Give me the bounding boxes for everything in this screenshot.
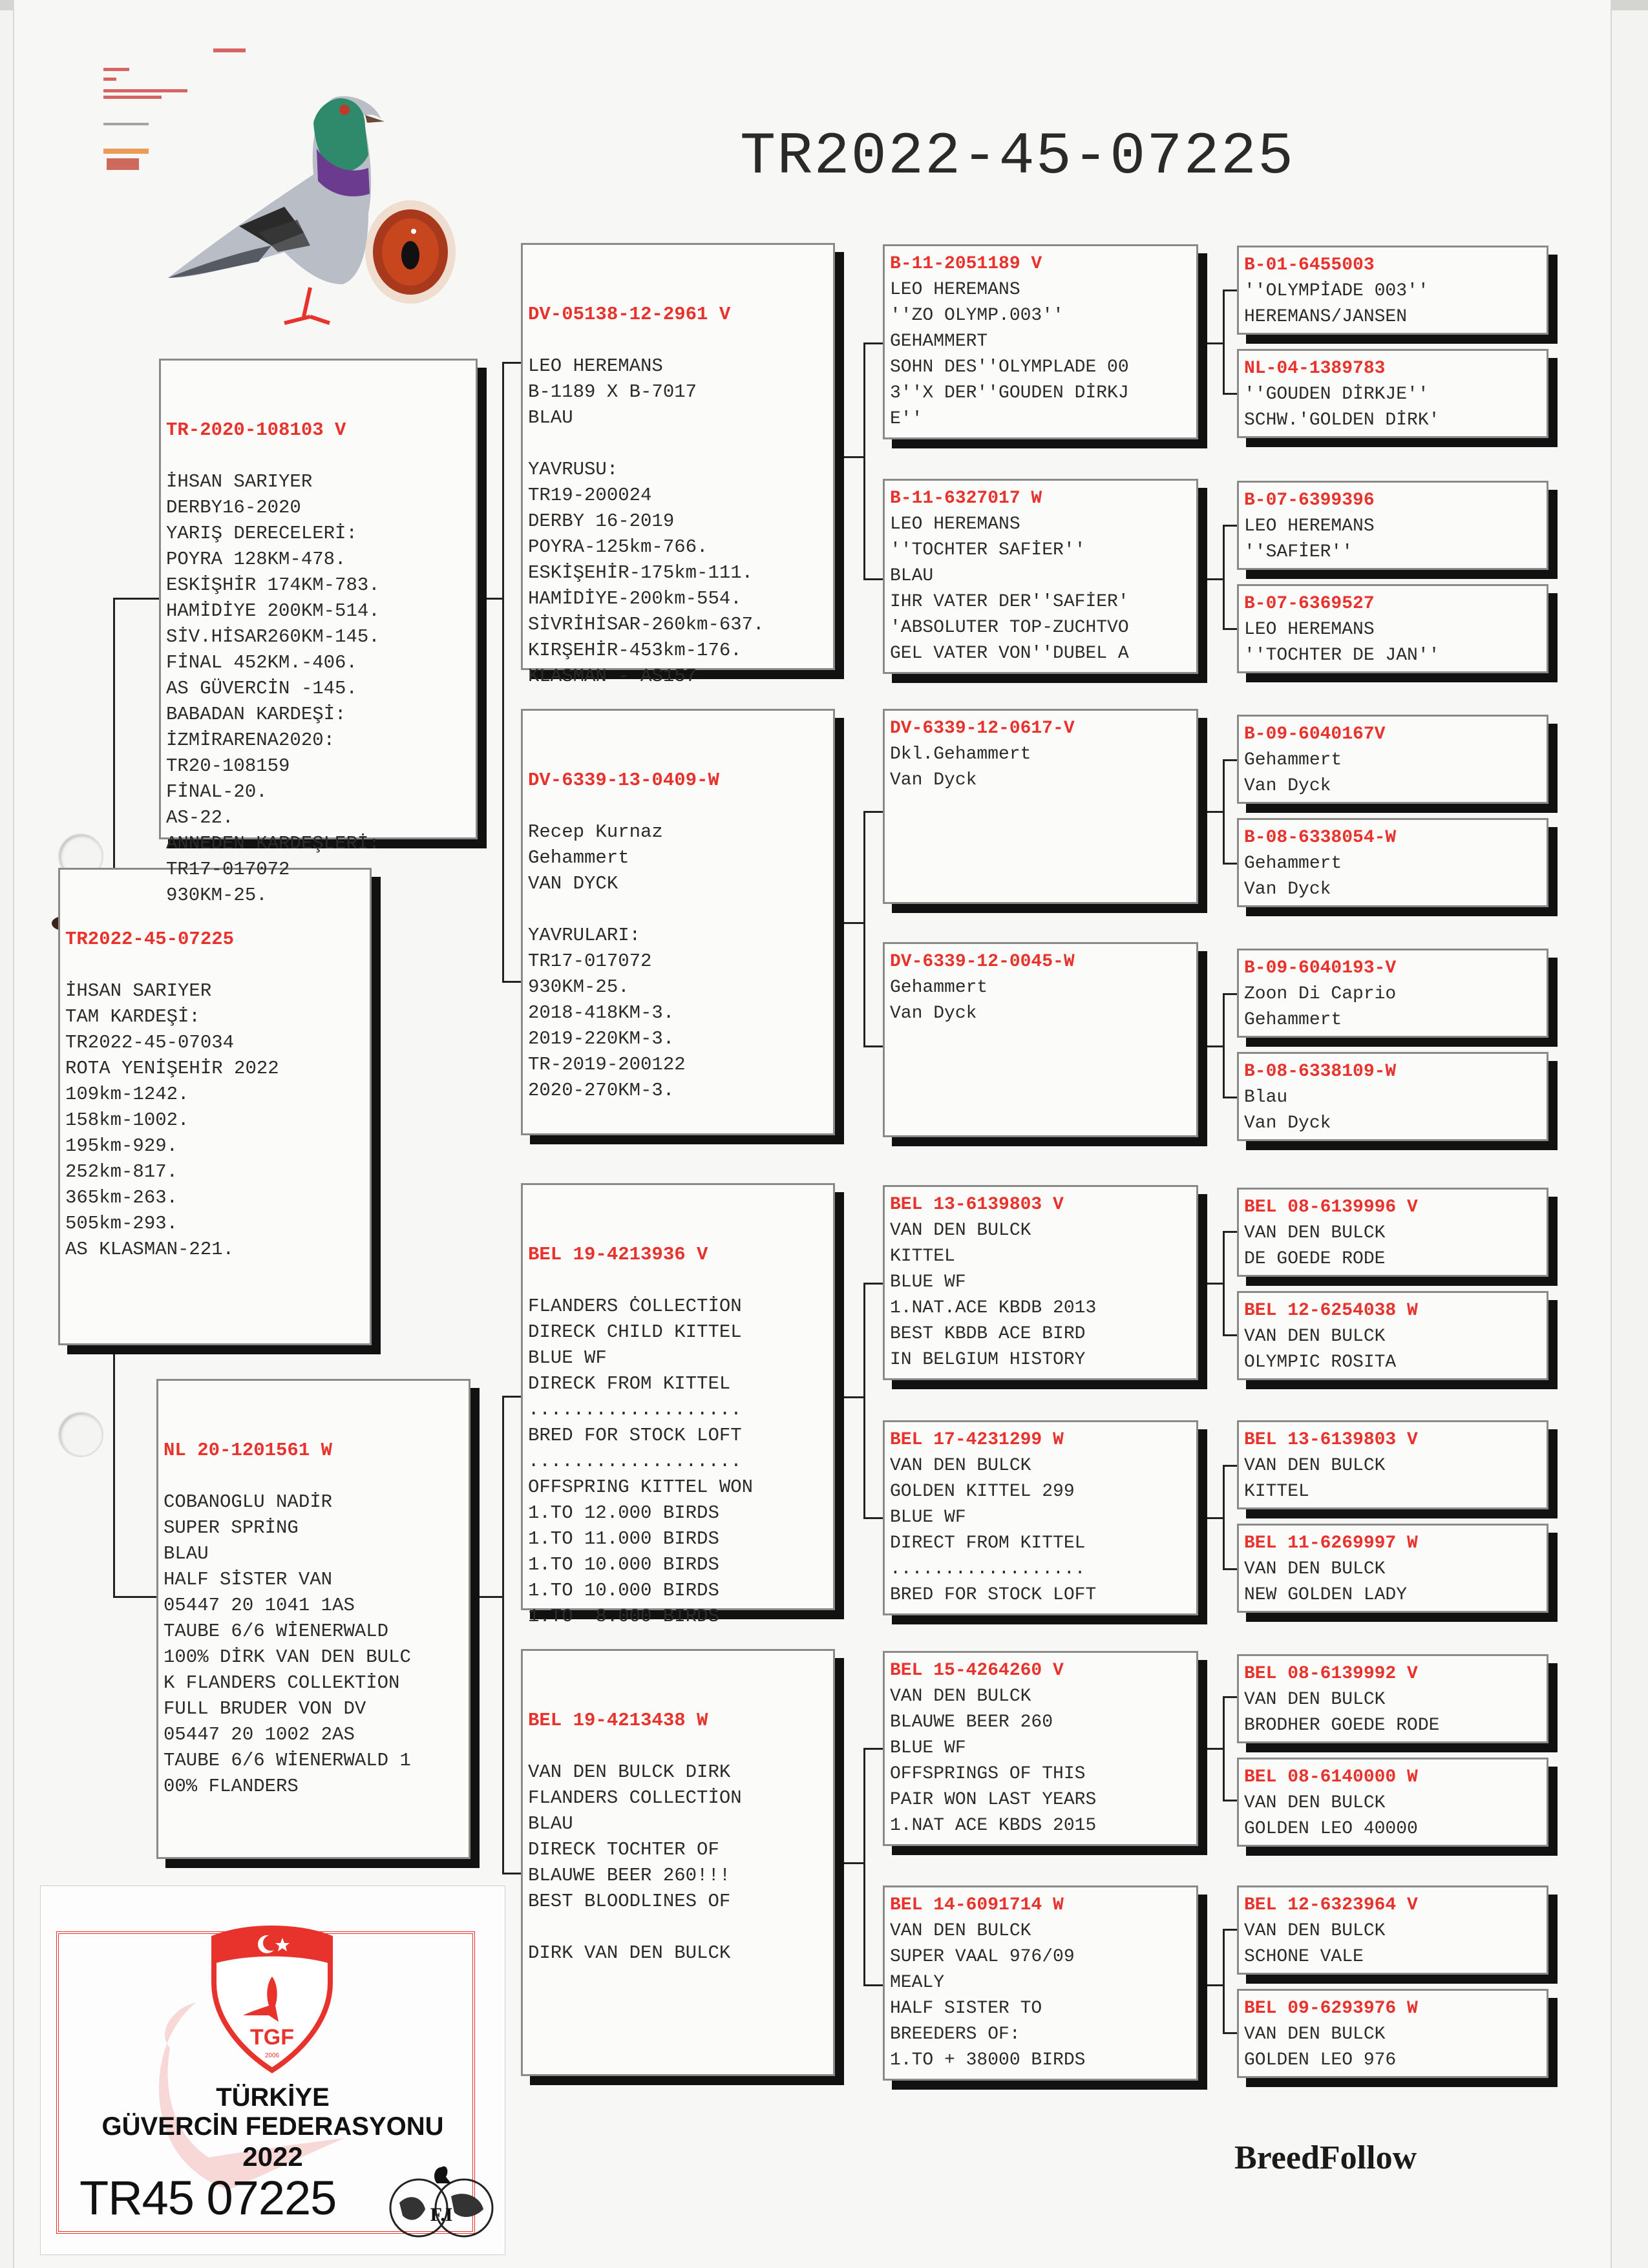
pedigree-line: SUPER VAAL 976/09: [890, 1947, 1075, 1967]
connector: [470, 1596, 502, 1598]
gen4-card[interactable]: [1237, 1654, 1548, 1743]
pedigree-line: DIRECK FROM KITTEL: [528, 1373, 731, 1394]
connector: [844, 456, 863, 458]
pedigree-line: BLAU: [528, 1813, 573, 1834]
connector: [1223, 289, 1237, 291]
pedigree-line: VAN DEN BULCK: [890, 1221, 1031, 1241]
grandsire-maternal-card[interactable]: [521, 1183, 835, 1627]
connector: [863, 1984, 883, 1986]
pedigree-line: VAN DEN BULCK: [890, 1456, 1031, 1476]
pedigree-line: IN BELGIUM HISTORY: [890, 1350, 1086, 1370]
ring-number: BEL 15-4264260 V: [890, 1661, 1064, 1681]
pedigree-line: Van Dyck: [1244, 1113, 1331, 1133]
pedigree-line: BLUE WF: [890, 1507, 966, 1528]
svg-text:F.I: F.I: [430, 2204, 453, 2225]
connector: [844, 922, 863, 924]
pedigree-line: HALF SISTER TO: [890, 1999, 1042, 2019]
pedigree-line: ..................: [890, 1559, 1086, 1579]
connector: [1223, 1929, 1237, 1931]
ring-number: BEL 14-6091714 W: [890, 1895, 1064, 1915]
ring-number: NL 20-1201561 W: [164, 1440, 333, 1461]
pedigree-line: SCHONE VALE: [1244, 1947, 1364, 1967]
gen4-card[interactable]: [1237, 1885, 1548, 1975]
connector: [863, 1748, 883, 1750]
connector: [113, 1345, 115, 1597]
pedigree-line: ESKİŞHİR 174KM-783.: [166, 574, 380, 596]
connector: [1223, 759, 1237, 761]
pedigree-line: BLAU: [528, 407, 573, 428]
pedigree-line: 1.NAT ACE KBDS 2015: [890, 1816, 1097, 1836]
gen3-card[interactable]: [883, 1420, 1198, 1615]
pedigree-line: YAVRULARI:: [528, 925, 641, 946]
ring-number: BEL 13-6139803 V: [890, 1195, 1064, 1215]
connector: [1223, 1800, 1237, 1801]
pedigree-line: TR17-017072: [528, 950, 652, 972]
connector: [502, 1873, 521, 1874]
ring-number: B-01-6455003: [1244, 255, 1375, 275]
gen3-card[interactable]: [883, 479, 1198, 674]
pedigree-line: TAM KARDEŞİ:: [65, 1006, 200, 1027]
card-title-line1: TÜRKİYE: [216, 2083, 330, 2112]
ring-number: TR-2020-108103 V: [166, 419, 346, 441]
pedigree-line: LEO HEREMANS: [1244, 516, 1375, 536]
ring-number: B-08-6338109-W: [1244, 1062, 1397, 1082]
gen4-card[interactable]: [1237, 481, 1548, 570]
ring-number: BEL 12-6323964 V: [1244, 1895, 1418, 1915]
ring-number: TR2022-45-07225: [65, 929, 235, 950]
pedigree-line: MEALY: [890, 1973, 945, 1993]
pedigree-line: VAN DEN BULCK: [1244, 2024, 1386, 2044]
pedigree-line: VAN DEN BULCK: [1244, 1921, 1386, 1941]
connector: [1223, 1696, 1225, 1801]
ring-number: BEL 08-6139992 V: [1244, 1664, 1418, 1684]
gen3-card[interactable]: [883, 942, 1198, 1137]
ring-number: DV-6339-13-0409-W: [528, 770, 719, 791]
pedigree-line: ''OLYMPİADE 003'': [1244, 281, 1429, 301]
connector: [863, 1045, 883, 1047]
pedigree-line: HAMİDİYE 200KM-514.: [166, 600, 380, 622]
pedigree-line: NEW GOLDEN LADY: [1244, 1585, 1408, 1605]
ring-number: BEL 17-4231299 W: [890, 1430, 1064, 1450]
connector: [1223, 993, 1225, 1098]
connector: [863, 811, 883, 813]
pedigree-line: BLAUWE BEER 260: [890, 1712, 1053, 1732]
pedigree-line: Recep Kurnaz: [528, 821, 663, 843]
tgf-shield-logo-icon: [207, 1925, 337, 2074]
pedigree-line: FLANDERS ĊOLLECTİON: [528, 1296, 742, 1317]
pedigree-line: IHR VATER DER''SAFİER': [890, 592, 1129, 612]
connector: [1207, 1045, 1223, 1047]
connector: [1223, 1696, 1237, 1698]
pedigree-line: Van Dyck: [890, 1003, 977, 1024]
pedigree-line: TR17-017072: [166, 859, 290, 880]
connector: [113, 598, 115, 868]
pedigree-line: KLASMAN - AS157: [528, 666, 697, 687]
gen3-card[interactable]: [883, 1885, 1198, 2081]
connector: [863, 1283, 883, 1285]
pedigree-line: GOLDEN LEO 40000: [1244, 1819, 1418, 1839]
pedigree-line: YARIŞ DERECELERİ:: [166, 523, 357, 544]
connector: [1207, 342, 1223, 344]
pedigree-line: VAN DEN BULCK: [1244, 1327, 1386, 1347]
gen3-card[interactable]: [883, 1185, 1198, 1380]
pedigree-line: 1.TO 8.000 BIRDS: [528, 1606, 719, 1627]
ring-number: BEL 19-4213438 W: [528, 1710, 708, 1731]
connector: [502, 362, 521, 364]
pedigree-line: [528, 897, 828, 923]
grandsire-paternal-card[interactable]: [521, 243, 835, 687]
pedigree-line: GOLDEN LEO 976: [1244, 2050, 1397, 2070]
ring-number: DV-05138-12-2961 V: [528, 304, 731, 325]
connector: [844, 1862, 863, 1864]
subject-card[interactable]: [58, 868, 372, 1345]
pedigree-line: BLUE WF: [890, 1272, 966, 1292]
ring-number: B-09-6040193-V: [1244, 958, 1397, 978]
gen4-card[interactable]: [1237, 715, 1548, 804]
connector: [1207, 1748, 1223, 1750]
dam-card[interactable]: [156, 1379, 470, 1859]
ring-number: NL-04-1389783: [1244, 359, 1386, 379]
connector: [1223, 1231, 1225, 1336]
pedigree-line: Gehammert: [1244, 1010, 1342, 1030]
connector: [1207, 1283, 1223, 1285]
pedigree-line: SİV.HİSAR260KM-145.: [166, 626, 380, 647]
gen4-card[interactable]: [1237, 349, 1548, 438]
pedigree-line: 05447 20 1002 2AS: [164, 1724, 355, 1745]
ring-number: B-09-6040167V: [1244, 724, 1386, 744]
pedigree-line: VAN DYCK: [528, 873, 618, 894]
gen3-card[interactable]: [883, 709, 1198, 904]
connector: [1223, 759, 1225, 864]
pedigree-line: GEHAMMERT: [890, 331, 988, 352]
binder-hole: [58, 1412, 103, 1457]
pedigree-line: BLAU: [164, 1543, 209, 1564]
pedigree-line: VAN DEN BULCK: [1244, 1223, 1386, 1243]
connector: [863, 342, 865, 580]
connector: [1223, 1465, 1237, 1467]
pedigree-line: 'ABSOLUTER TOP-ZUCHTVO: [890, 618, 1129, 638]
pedigree-line: FLANDERS COLLECTİON: [528, 1787, 742, 1809]
pedigree-line: Blau: [1244, 1087, 1288, 1108]
ring-number: BEL 11-6269997 W: [1244, 1533, 1418, 1553]
connector: [863, 342, 883, 344]
ring-number: BEL 19-4213936 V: [528, 1244, 708, 1265]
connector: [1223, 1465, 1225, 1570]
connector: [1223, 393, 1237, 395]
connector: [1223, 993, 1237, 995]
pedigree-line: 2018-418KM-3.: [528, 1002, 675, 1024]
pedigree-line: 1.TO 11.000 BIRDS: [528, 1528, 719, 1549]
pedigree-line: DIRECT FROM KITTEL: [890, 1533, 1086, 1553]
ring-number: B-11-6327017 W: [890, 488, 1042, 509]
pedigree-line: 1.TO 10.000 BIRDS: [528, 1580, 719, 1601]
gen4-card[interactable]: [1237, 1524, 1548, 1613]
connector: [1223, 1929, 1225, 2033]
pedigree-line: FİNAL 452KM.-406.: [166, 652, 357, 673]
gen4-card[interactable]: [1237, 1989, 1548, 2078]
pedigree-line: HEREMANS/JANSEN: [1244, 307, 1408, 327]
gen4-card[interactable]: [1237, 1188, 1548, 1277]
pedigree-line: BLUE WF: [890, 1738, 966, 1758]
pedigree-line: BLUE WF: [528, 1347, 607, 1369]
ring-number: BEL 13-6139803 V: [1244, 1430, 1418, 1450]
connector: [113, 598, 159, 600]
connector: [863, 1748, 865, 1986]
pedigree-line: LEO HEREMANS: [528, 355, 663, 377]
pedigree-line: Gehammert: [1244, 750, 1342, 770]
gen4-card[interactable]: [1237, 818, 1548, 907]
pedigree-line: Van Dyck: [1244, 879, 1331, 899]
connector: [1207, 1984, 1223, 1986]
gen4-card[interactable]: [1237, 1420, 1548, 1509]
pedigree-line: VAN DEN BULCK: [1244, 1456, 1386, 1476]
pedigree-line: Gehammert: [1244, 854, 1342, 874]
pedigree-line: BRED FOR STOCK LOFT: [890, 1585, 1097, 1605]
pedigree-line: KITTEL: [1244, 1482, 1309, 1502]
connector: [478, 598, 502, 600]
pedigree-line: E'': [890, 409, 923, 429]
pedigree-line: 505km-293.: [65, 1213, 178, 1234]
pedigree-line: LEO HEREMANS: [890, 514, 1020, 534]
pedigree-line: VAN DEN BULCK: [890, 1921, 1031, 1941]
pedigree-line: BEST BLOODLINES OF: [528, 1891, 731, 1912]
ring-number: B-08-6338054-W: [1244, 828, 1397, 848]
pedigree-line: LEO HEREMANS: [890, 280, 1020, 300]
pedigree-line: TR20-108159: [166, 755, 290, 777]
pedigree-line: GOLDEN KITTEL 299: [890, 1482, 1075, 1502]
pedigree-line: SOHN DES''OLYMPLADE 00: [890, 357, 1129, 377]
connector: [863, 1283, 865, 1518]
pedigree-line: VAN DEN BULCK DIRK: [528, 1761, 731, 1783]
pedigree-line: GEL VATER VON''DUBEL A: [890, 644, 1129, 664]
sire-card[interactable]: [159, 359, 478, 906]
pedigree-line: BLAUWE BEER 260!!!: [528, 1865, 731, 1886]
pedigree-line: İHSAN SARIYER: [65, 980, 212, 1002]
connector: [844, 1396, 863, 1398]
pedigree-line: HALF SİSTER VAN: [164, 1569, 333, 1590]
ring-number: BEL 09-6293976 W: [1244, 1999, 1418, 2019]
pedigree-line: 100% DİRK VAN DEN BULC: [164, 1646, 411, 1668]
pedigree-line: OLYMPIC ROSITA: [1244, 1352, 1397, 1372]
pedigree-line: KITTEL: [890, 1246, 955, 1266]
ring-number: DV-6339-12-0617-V: [890, 719, 1075, 739]
card-title-line2: GÜVERCİN FEDERASYONU: [101, 2112, 444, 2141]
gen4-card[interactable]: [1237, 1052, 1548, 1141]
connector: [502, 1396, 521, 1398]
connector: [1223, 525, 1225, 629]
pedigree-line: BEST KBDB ACE BIRD: [890, 1324, 1086, 1344]
connector: [1223, 1231, 1237, 1233]
pedigree-line: K FLANDERS COLLEKTİON: [164, 1672, 400, 1694]
pedigree-line: Van Dyck: [890, 770, 977, 790]
pedigree-line: ANNEDEN KARDEŞLERİ:: [166, 833, 380, 854]
connector: [1207, 811, 1223, 813]
pedigree-line: OFFSPRING KITTEL WON: [528, 1476, 754, 1498]
pedigree-line: VAN DEN BULCK: [1244, 1559, 1386, 1579]
loft-logo: [103, 48, 246, 170]
pedigree-line: Van Dyck: [1244, 776, 1331, 796]
pedigree-line: İZMİRARENA2020:: [166, 730, 335, 751]
pedigree-line: 930KM-25.: [528, 976, 629, 998]
card-ring-number: TR45 07225: [79, 2171, 337, 2225]
pedigree-line: 158km-1002.: [65, 1109, 189, 1131]
pedigree-line: TAUBE 6/6 WİENERWALD 1: [164, 1750, 411, 1771]
pedigree-line: DE GOEDE RODE: [1244, 1249, 1386, 1269]
pedigree-line: FİNAL-20.: [166, 781, 268, 803]
pedigree-line: ESKİŞEHİR-175km-111.: [528, 562, 754, 583]
connector: [502, 1396, 504, 1874]
connector: [863, 811, 865, 1047]
pedigree-line: ''TOCHTER DE JAN'': [1244, 646, 1440, 666]
pedigree-line: 1.TO + 38000 BIRDS: [890, 2050, 1086, 2070]
pedigree-line: ROTA YENİŞEHİR 2022: [65, 1058, 279, 1079]
gen4-card[interactable]: [1237, 584, 1548, 673]
pedigree-line: 2020-270KM-3.: [528, 1080, 675, 1101]
pedigree-line: 109km-1242.: [65, 1084, 189, 1105]
granddam-paternal-card[interactable]: [521, 709, 835, 1135]
pedigree-line: ''ZO OLYMP.003'': [890, 306, 1064, 326]
pedigree-line: Gehammert: [528, 847, 629, 868]
ring-number: B-11-2051189 V: [890, 254, 1042, 274]
pedigree-line: VAN DEN BULCK: [1244, 1690, 1386, 1710]
gen4-card[interactable]: [1237, 1758, 1548, 1847]
connector: [502, 981, 521, 983]
connector: [1223, 525, 1237, 527]
pedigree-line: HAMİDİYE-200km-554.: [528, 588, 742, 609]
ring-number: BEL 12-6254038 W: [1244, 1301, 1418, 1321]
pedigree-line: BRODHER GOEDE RODE: [1244, 1716, 1440, 1736]
pedigree-line: VAN DEN BULCK: [890, 1686, 1031, 1706]
connector: [1223, 1568, 1237, 1570]
ring-number: BEL 08-6139996 V: [1244, 1197, 1418, 1217]
granddam-maternal-card[interactable]: [521, 1649, 835, 2076]
pedigree-line: ''GOUDEN DİRKJE'': [1244, 384, 1429, 404]
pedigree-line: ''SAFİER'': [1244, 542, 1353, 562]
pedigree-line: SİVRİHİSAR-260km-637.: [528, 614, 765, 635]
pedigree-line: VAN DEN BULCK: [1244, 1793, 1386, 1813]
pedigree-line: 3''X DER''GOUDEN DİRKJ: [890, 383, 1129, 403]
connector: [502, 362, 504, 982]
card-year: 2022: [242, 2141, 303, 2172]
connector: [1223, 1097, 1237, 1098]
pigeon-icon: [168, 96, 385, 323]
connector: [863, 578, 883, 580]
page-title: TR2022-45-07225: [740, 123, 1295, 191]
pedigree-line: OFFSPRINGS OF THIS: [890, 1764, 1086, 1784]
pedigree-line: 252km-817.: [65, 1161, 178, 1182]
pedigree-line: BABADAN KARDEŞİ:: [166, 704, 346, 725]
pedigree-line: AS GÜVERCİN -145.: [166, 678, 357, 699]
connector: [1207, 1517, 1223, 1519]
pedigree-line: DIRECK CHILD KITTEL: [528, 1321, 742, 1343]
ring-number: B-07-6369527: [1244, 594, 1375, 614]
gen3-card[interactable]: [883, 244, 1198, 439]
pedigree-line: 195km-929.: [65, 1135, 178, 1157]
svg-text:TGF: TGF: [250, 2025, 294, 2050]
gen4-card[interactable]: [1237, 1291, 1548, 1380]
pedigree-line: YAVRUSU:: [528, 459, 618, 480]
connector: [863, 1517, 883, 1519]
ring-number: DV-6339-12-0045-W: [890, 952, 1075, 972]
pedigree-line: COBANOGLU NADİR: [164, 1491, 333, 1513]
connector: [113, 1596, 156, 1598]
pedigree-line: 1.TO 10.000 BIRDS: [528, 1554, 719, 1575]
pedigree-line: [528, 1915, 828, 1940]
connector: [1223, 1334, 1237, 1336]
pedigree-line: ...................: [528, 1451, 742, 1472]
pedigree-line: DERBY 16-2019: [528, 510, 675, 532]
pedigree-line: FULL BRUDER VON DV: [164, 1698, 366, 1719]
pedigree-line: Dkl.Gehammert: [890, 744, 1031, 764]
pedigree-line: 930KM-25.: [166, 885, 268, 906]
pedigree-line: LEO HEREMANS: [1244, 620, 1375, 640]
pedigree-line: AS KLASMAN-221.: [65, 1239, 235, 1260]
pedigree-line: Zoon Di Caprio: [1244, 984, 1397, 1004]
pedigree-line: TR2022-45-07034: [65, 1032, 235, 1053]
ring-number: BEL 08-6140000 W: [1244, 1767, 1418, 1787]
pedigree-line: DIRECK TOCHTER OF: [528, 1839, 719, 1860]
pedigree-line: 00% FLANDERS: [164, 1776, 299, 1797]
gen4-card[interactable]: [1237, 246, 1548, 335]
pedigree-line: POYRA 128KM-478.: [166, 549, 346, 570]
pedigree-line: ''TOCHTER SAFİER'': [890, 540, 1086, 560]
pedigree-line: TR19-200024: [528, 485, 652, 506]
gen4-card[interactable]: [1237, 949, 1548, 1038]
pedigree-line: [528, 431, 828, 457]
breedfollow-brand: BreedFollow: [1234, 2139, 1417, 2176]
pedigree-line: PAIR WON LAST YEARS: [890, 1790, 1097, 1810]
pedigree-line: 2019-220KM-3.: [528, 1028, 675, 1049]
pedigree-line: AS-22.: [166, 807, 234, 828]
pedigree-line: KIRŞEHİR-453km-176.: [528, 640, 742, 661]
pedigree-line: B-1189 X B-7017: [528, 381, 697, 403]
pigeon-eye-icon: [365, 200, 456, 304]
ring-number: B-07-6399396: [1244, 490, 1375, 510]
svg-text:2006: 2006: [264, 2052, 280, 2059]
gen3-card[interactable]: [883, 1651, 1198, 1846]
pedigree-line: DIRK VAN DEN BULCK: [528, 1942, 731, 1964]
pedigree-line: SUPER SPRİNG: [164, 1517, 299, 1538]
connector: [1223, 2032, 1237, 2034]
pedigree-line: İHSAN SARIYER: [166, 471, 313, 492]
pedigree-line: 365km-263.: [65, 1187, 178, 1208]
connector: [1223, 863, 1237, 865]
pedigree-line: BRED FOR STOCK LOFT: [528, 1425, 742, 1446]
fci-globe-logo-icon: [386, 2158, 496, 2242]
pedigree-line: Gehammert: [890, 978, 988, 998]
pedigree-line: BLAU: [890, 566, 934, 586]
pedigree-line: DERBY16-2020: [166, 497, 301, 518]
tgf-registration-card: [40, 1885, 505, 2255]
connector: [1223, 628, 1237, 630]
pedigree-line: 05447 20 1041 1AS: [164, 1595, 355, 1616]
pedigree-line: 1.NAT.ACE KBDB 2013: [890, 1298, 1097, 1318]
pedigree-line: SCHW.'GOLDEN DİRK': [1244, 410, 1440, 430]
pigeon-photo: [90, 39, 478, 336]
connector: [1223, 289, 1225, 394]
pedigree-line: TAUBE 6/6 WİENERWALD: [164, 1621, 389, 1642]
pedigree-line: BREEDERS OF:: [890, 2024, 1020, 2044]
pedigree-line: POYRA-125km-766.: [528, 536, 708, 558]
pedigree-line: ...................: [528, 1399, 742, 1420]
pedigree-line: TR-2019-200122: [528, 1054, 686, 1075]
pedigree-line: 1.TO 12.000 BIRDS: [528, 1502, 719, 1524]
connector: [1207, 578, 1223, 580]
